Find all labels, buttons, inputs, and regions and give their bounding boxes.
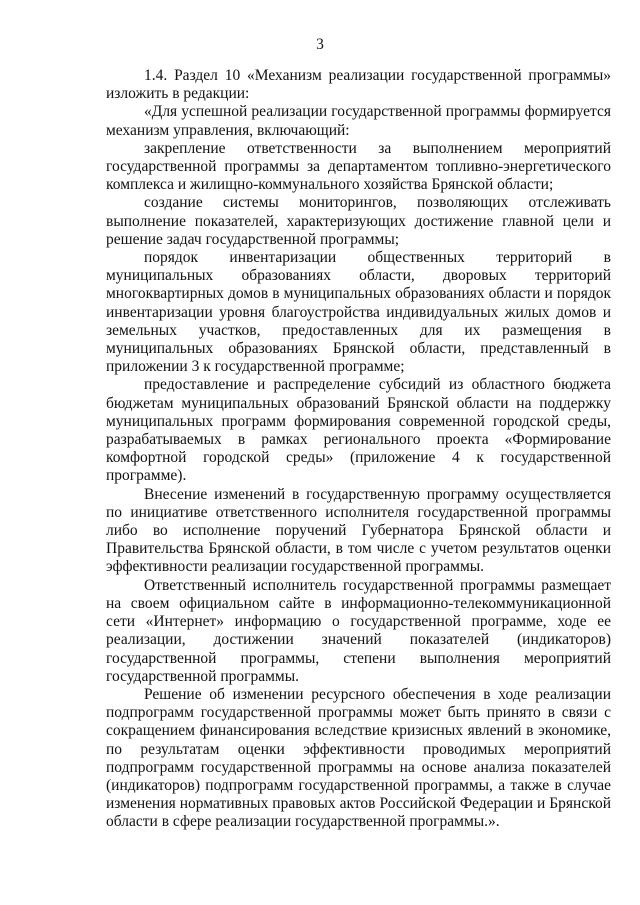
paragraph-resource-decision: Решение об изменении ресурсного обеспечения в ходе реализации подпрограмм государственной программы может быть принято в связи с сокращением финансирования вследствие кризисных явлений в экономике, по результатам оценки эффективности проводимых мероприятий подпрограмм государственной программы на основе анализа показателей (индикаторов) подпрограмм государственной программы, а также в случае изменения нормативных правовых актов Российской Федерации и Брянской области в сфере реализации государственной программы.».: [106, 685, 611, 831]
paragraph-subsidies: предоставление и распределение субсидий из областного бюджета бюджетам муниципальных образований Брянской области на поддержку муниципальных программ формирования современной городской среды, разрабатываемых в рамках регионального проекта «Формирование комфортной городской среды» (приложение 4 к государственной программе).: [106, 376, 611, 485]
paragraph-website: Ответственный исполнитель государственной программы размещает на своем официальном сайте в информационно-телекоммуникационной сети «Интернет» информацию о государственной программе, ходе ее реализации, достижении значений показателей (индикаторов) государственной программы, степени выполнения мероприятий государственной программы.: [106, 576, 611, 685]
paragraph-responsibility: закрепление ответственности за выполнением мероприятий государственной программы за департаментом топливно-энергетического комплекса и жилищно-коммунального хозяйства Брянской области;: [106, 139, 611, 194]
paragraph-changes: Внесение изменений в государственную программу осуществляется по инициативе ответственного исполнителя государственной программы либо во исполнение поручений Губернатора Брянской области и Правительства Брянской области, в том числе с учетом результатов оценки эффективности реализации государственной программы.: [106, 485, 611, 576]
page-number: 3: [316, 36, 324, 53]
paragraph-inventory: порядок инвентаризации общественных территорий в муниципальных образованиях области, дворовых территорий многоквартирных домов в муниципальных образованиях области и порядок инвентаризации уровня благоустройства индивидуальных жилых домов и земельных участков, предоставленных для их размещения в муниципальных образованиях Брянской области, представленный в приложении 3 к государственной программе;: [106, 249, 611, 376]
paragraph-section-amendment: 1.4. Раздел 10 «Механизм реализации государственной программы» изложить в редакции:: [106, 67, 611, 103]
paragraph-mechanism-intro: «Для успешной реализации государственной программы формируется механизм управления, включающий:: [106, 103, 611, 139]
document-body: [106, 67, 611, 832]
paragraph-monitoring: создание системы мониторингов, позволяющих отслеживать выполнение показателей, характеризующих достижение главной цели и решение задач государственной программы;: [106, 194, 611, 248]
